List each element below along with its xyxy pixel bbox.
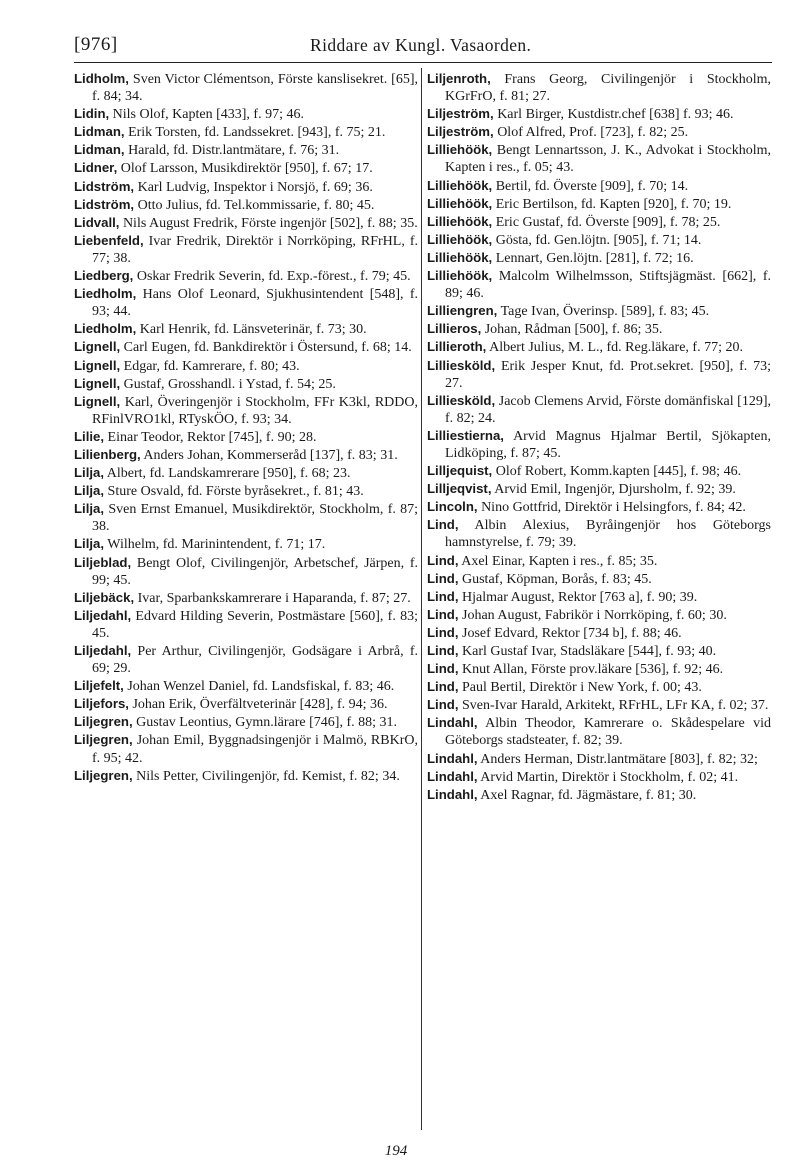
entry-surname: Lilljeqvist, xyxy=(427,481,492,497)
entry-surname: Lidvall, xyxy=(74,214,120,230)
register-entry xyxy=(74,695,418,713)
entry-surname: Lind, xyxy=(427,606,459,622)
entry-surname: Liedberg, xyxy=(74,268,134,284)
register-entry xyxy=(427,750,771,768)
entry-details: Nils Petter, Civilingenjör, fd. Kemist, f. 82; 34. xyxy=(136,768,400,784)
register-entry xyxy=(427,624,771,642)
entry-details: Anders Johan, Kommerseråd [137], f. 83; 31. xyxy=(143,447,398,463)
entry-details: Per Arthur, Civilingenjör, Godsägare i Arbrå, f. 69; 29. xyxy=(92,644,419,677)
register-entry xyxy=(74,338,418,356)
entry-surname: Lidin, xyxy=(74,106,110,122)
register-entry xyxy=(427,141,771,176)
entry-surname: Lind, xyxy=(427,570,459,586)
entry-details: Harald, fd. Distr.lantmätare, f. 76; 31. xyxy=(128,143,340,159)
entry-details: Ivar, Sparbankskamrerare i Haparanda, f. 87; 27. xyxy=(137,590,411,606)
register-entry xyxy=(427,427,771,462)
page-title: Riddare av Kungl. Vasaorden. xyxy=(310,35,532,55)
entry-surname: Lincoln, xyxy=(427,499,478,515)
entry-surname: Liljegren, xyxy=(74,732,133,748)
entry-details: Bertil, fd. Överste [909], f. 70; 14. xyxy=(495,178,689,194)
entry-details: Lennart, Gen.löjtn. [281], f. 72; 16. xyxy=(495,250,694,266)
entry-surname: Lind, xyxy=(427,679,459,695)
entry-details: Axel Ragnar, fd. Jägmästare, f. 81; 30. xyxy=(480,787,697,803)
column-divider xyxy=(421,68,422,1130)
register-entry xyxy=(74,731,418,766)
entry-details: Wilhelm, fd. Marinintendent, f. 71; 17. xyxy=(107,537,326,553)
entry-surname: Lilliehöök, xyxy=(427,249,493,265)
register-entry xyxy=(427,768,771,786)
entry-details: Gustaf, Grosshandl. i Ystad, f. 54; 25. xyxy=(123,376,336,392)
entry-details: Bengt Olof, Civilingenjör, Arbetschef, Järpen, f. 99; 45. xyxy=(92,555,419,588)
entry-details: Arvid Emil, Ingenjör, Djursholm, f. 92; 39. xyxy=(494,482,736,498)
entry-surname: Lind, xyxy=(427,643,459,658)
entry-details: Karl Ludvig, Inspektor i Norsjö, f. 69; 36. xyxy=(137,179,373,195)
entry-details: Karl Birger, Kustdistr.chef [638] f. 93; 46. xyxy=(497,107,734,123)
register-entry xyxy=(74,267,418,285)
entry-details: Karl, Överingenjör i Stockholm, FFr K3kl, RDDO, RFinlVRO1kl, RTyskÖO, f. 93; 34. xyxy=(92,394,419,427)
entry-surname: Lillieroth, xyxy=(427,339,487,355)
entry-details: Sven Victor Clémentson, Förste kanslisekret. [65], f. 84; 34. xyxy=(92,72,419,105)
register-entry xyxy=(74,535,418,553)
register-entry xyxy=(427,338,771,356)
register-entry xyxy=(427,660,771,678)
entry-surname: Lidner, xyxy=(74,160,118,176)
entry-details: Olof Robert, Komm.kapten [445], f. 98; 46. xyxy=(495,464,742,480)
register-entry xyxy=(427,606,771,624)
entry-surname: Lind, xyxy=(427,588,459,604)
register-entry xyxy=(427,231,771,249)
entry-surname: Liljedahl, xyxy=(74,643,132,658)
entry-details: Nino Gottfrid, Direktör i Helsingfors, f. 84; 42. xyxy=(481,500,746,516)
entry-details: Erik Jesper Knut, fd. Prot.sekret. [950], f. 73; 27. xyxy=(445,358,771,391)
entry-details: Arvid Magnus Hjalmar Bertil, Sjökapten, Lidköping, f. 87; 45. xyxy=(445,428,771,461)
entry-surname: Liljefors, xyxy=(74,696,129,712)
entry-surname: Liljefelt, xyxy=(74,678,124,694)
page-header xyxy=(74,34,774,60)
entry-surname: Lilja, xyxy=(74,483,105,499)
register-entry xyxy=(427,696,771,714)
register-entry xyxy=(427,516,771,551)
register-entry xyxy=(74,196,418,214)
register-entry xyxy=(427,462,771,480)
entry-surname: Lignell, xyxy=(74,393,121,409)
entry-details: Edvard Hilding Severin, Postmästare [560], f. 83; 45. xyxy=(92,608,418,641)
register-entry xyxy=(427,392,771,427)
entry-details: Otto Julius, fd. Tel.kommissarie, f. 80; 45. xyxy=(137,197,375,213)
register-entry xyxy=(74,482,418,500)
register-entry xyxy=(427,213,771,231)
right-column xyxy=(427,70,771,804)
register-entry xyxy=(74,642,418,677)
page-folio: 194 xyxy=(384,1143,408,1159)
entry-details: Bengt Lennartsson, J. K., Advokat i Stockholm, Kapten i res., f. 05; 43. xyxy=(445,143,772,176)
entry-details: Johan Wenzel Daniel, fd. Landsfiskal, f. 83; 46. xyxy=(127,679,395,695)
register-entry xyxy=(427,177,771,195)
entry-details: Sven-Ivar Harald, Arkitekt, RFrHL, LFr KA, f. 02; 37. xyxy=(462,698,769,714)
entry-details: Karl Henrik, fd. Länsveterinär, f. 73; 30. xyxy=(139,322,367,338)
entry-surname: Liebenfeld, xyxy=(74,232,144,248)
entry-surname: Lignell, xyxy=(74,357,121,373)
register-entry xyxy=(427,786,771,804)
entry-details: Sture Osvald, fd. Förste byråsekret., f. 81; 43. xyxy=(107,484,364,500)
register-entry xyxy=(74,178,418,196)
register-entry xyxy=(74,589,418,607)
register-entry xyxy=(427,302,771,320)
entry-surname: Liljenroth, xyxy=(427,71,491,86)
entry-surname: Lilliengren, xyxy=(427,303,498,319)
entry-details: Albert Julius, M. L., fd. Reg.läkare, f. 77; 20. xyxy=(489,340,743,356)
register-entry xyxy=(74,428,418,446)
register-entry xyxy=(427,642,771,660)
entry-surname: Lidström, xyxy=(74,196,135,212)
register-entry xyxy=(427,195,771,213)
entry-surname: Lind, xyxy=(427,624,459,640)
register-entry xyxy=(74,70,418,105)
entry-surname: Lilienberg, xyxy=(74,446,141,462)
register-entry xyxy=(427,552,771,570)
register-entry xyxy=(427,570,771,588)
entry-details: Jacob Clemens Arvid, Förste domänfiskal [129], f. 82; 24. xyxy=(445,393,771,426)
entry-surname: Lilliehöök, xyxy=(427,213,493,229)
entry-surname: Liljegren, xyxy=(74,767,133,783)
entry-surname: Liljebäck, xyxy=(74,589,135,605)
entry-details: Johan Emil, Byggnadsingenjör i Malmö, RBKrO, f. 95; 42. xyxy=(92,733,418,766)
entry-surname: Lind, xyxy=(427,697,459,713)
entry-details: Paul Bertil, Direktör i New York, f. 00; 43. xyxy=(462,680,702,696)
register-entry xyxy=(74,393,418,428)
entry-surname: Lilja, xyxy=(74,501,105,517)
register-entry xyxy=(74,464,418,482)
register-entry xyxy=(74,357,418,375)
entry-surname: Liljeström, xyxy=(427,124,494,140)
register-entry xyxy=(74,677,418,695)
entry-details: Anders Herman, Distr.lantmätare [803], f. 82; 32; xyxy=(480,751,758,767)
entry-details: Malcolm Wilhelmsson, Stiftsjägmäst. [662], f. 89; 46. xyxy=(445,269,772,302)
entry-surname: Lilliehöök, xyxy=(427,177,493,193)
entry-details: Johan August, Fabrikör i Norrköping, f. 60; 30. xyxy=(462,607,727,623)
register-entry xyxy=(74,159,418,177)
entry-surname: Lilja, xyxy=(74,536,105,552)
entry-details: Gösta, fd. Gen.löjtn. [905], f. 71; 14. xyxy=(495,232,702,248)
register-entry xyxy=(74,105,418,123)
register-entry xyxy=(427,320,771,338)
entry-details: Einar Teodor, Rektor [745], f. 90; 28. xyxy=(107,429,317,445)
entry-details: Tage Ivan, Överinsp. [589], f. 83; 45. xyxy=(500,304,710,320)
header-rule xyxy=(74,62,772,63)
register-entry xyxy=(427,498,771,516)
entry-details: Edgar, fd. Kamrerare, f. 80; 43. xyxy=(123,358,300,374)
register-entry xyxy=(74,767,418,785)
register-entry xyxy=(427,123,771,141)
entry-surname: Lidman, xyxy=(74,124,125,140)
page-number: [976] xyxy=(74,34,118,55)
entry-details: Karl Gustaf Ivar, Stadsläkare [544], f. 93; 40. xyxy=(462,644,717,659)
register-entry xyxy=(427,267,771,302)
entry-surname: Liljegren, xyxy=(74,714,133,730)
register-entry xyxy=(427,357,771,392)
entry-surname: Liljedahl, xyxy=(74,607,132,623)
entry-surname: Liljeblad, xyxy=(74,554,132,570)
entry-details: Gustav Leontius, Gymn.lärare [746], f. 88; 31. xyxy=(136,715,398,731)
entry-details: Albert, fd. Landskamrerare [950], f. 68; 23. xyxy=(106,466,351,482)
entry-surname: Lidman, xyxy=(74,142,125,158)
entry-details: Johan, Rådman [500], f. 86; 35. xyxy=(484,322,663,338)
entry-details: Ivar Fredrik, Direktör i Norrköping, RFrHL, f. 77; 38. xyxy=(92,233,418,266)
register-entry xyxy=(74,607,418,642)
entry-details: Oskar Fredrik Severin, fd. Exp.-förest., f. 79; 45. xyxy=(136,269,411,285)
entry-surname: Liljeström, xyxy=(427,106,494,122)
register-entry xyxy=(74,554,418,589)
register-entry xyxy=(74,500,418,535)
left-column xyxy=(74,70,418,785)
entry-surname: Lind, xyxy=(427,552,459,568)
entry-surname: Lindahl, xyxy=(427,715,478,731)
entry-surname: Lind, xyxy=(427,517,459,533)
entry-details: Axel Einar, Kapten i res., f. 85; 35. xyxy=(461,553,658,569)
entry-details: Knut Allan, Förste prov.läkare [536], f. 92; 46. xyxy=(462,662,724,678)
entry-surname: Lilljequist, xyxy=(427,463,493,479)
register-entry xyxy=(74,446,418,464)
register-entry xyxy=(74,375,418,393)
register-entry xyxy=(427,249,771,267)
entry-surname: Lignell, xyxy=(74,339,121,355)
entry-surname: Lillieros, xyxy=(427,321,482,337)
entry-details: Sven Ernst Emanuel, Musikdirektör, Stockholm, f. 87; 38. xyxy=(92,502,419,535)
entry-details: Hjalmar August, Rektor [763 a], f. 90; 39. xyxy=(462,589,698,605)
entry-details: Johan Erik, Överfältveterinär [428], f. 94; 36. xyxy=(132,697,388,713)
entry-details: Olof Alfred, Prof. [723], f. 82; 25. xyxy=(497,125,689,141)
entry-details: Nils August Fredrik, Förste ingenjör [502], f. 88; 35. xyxy=(122,215,418,231)
entry-details: Carl Eugen, fd. Bankdirektör i Östersund, f. 68; 14. xyxy=(123,340,412,356)
register-entry xyxy=(74,713,418,731)
register-entry xyxy=(74,214,418,232)
register-entry xyxy=(74,320,418,338)
entry-surname: Lilliehöök, xyxy=(427,268,493,284)
register-entry xyxy=(74,232,418,267)
entry-surname: Lindahl, xyxy=(427,786,478,802)
entry-surname: Lilliehöök, xyxy=(427,195,493,211)
register-entry xyxy=(74,285,418,320)
entry-details: Albin Alexius, Byråingenjör hos Göteborgs hamnstyrelse, f. 79; 39. xyxy=(445,518,771,551)
entry-surname: Liedholm, xyxy=(74,321,137,337)
register-entry xyxy=(427,480,771,498)
entry-details: Arvid Martin, Direktör i Stockholm, f. 02; 41. xyxy=(480,769,739,785)
entry-surname: Lindahl, xyxy=(427,750,478,766)
register-entry xyxy=(427,678,771,696)
entry-surname: Lind, xyxy=(427,661,459,677)
entry-surname: Lilliestierna, xyxy=(427,427,504,443)
entry-details: Frans Georg, Civilingenjör i Stockholm, KGrFrO, f. 81; 27. xyxy=(445,72,771,105)
entry-surname: Lilie, xyxy=(74,428,105,444)
entry-surname: Lidström, xyxy=(74,178,135,194)
register-entry xyxy=(427,70,771,105)
entry-surname: Liedholm, xyxy=(74,286,137,302)
entry-surname: Lidholm, xyxy=(74,71,129,86)
entry-surname: Lilliesköld, xyxy=(427,392,496,408)
register-entry xyxy=(427,714,771,749)
entry-surname: Lilliesköld, xyxy=(427,357,496,373)
register-entry xyxy=(74,123,418,141)
entry-surname: Lilliehöök, xyxy=(427,231,493,247)
register-entry xyxy=(427,588,771,606)
register-entry xyxy=(74,141,418,159)
register-entry xyxy=(427,105,771,123)
entry-details: Albin Theodor, Kamrerare o. Skådespelare vid Göteborgs stadsteater, f. 82; 39. xyxy=(445,716,772,749)
entry-details: Olof Larsson, Musikdirektör [950], f. 67; 17. xyxy=(120,161,373,177)
entry-surname: Lindahl, xyxy=(427,768,478,784)
entry-details: Gustaf, Köpman, Borås, f. 83; 45. xyxy=(462,571,652,587)
entry-surname: Lilliehöök, xyxy=(427,142,493,158)
entry-surname: Lignell, xyxy=(74,375,121,391)
entry-details: Josef Edvard, Rektor [734 b], f. 88; 46. xyxy=(462,625,682,641)
entry-details: Erik Torsten, fd. Landssekret. [943], f. 75; 21. xyxy=(128,125,386,141)
entry-details: Eric Bertilson, fd. Kapten [920], f. 70; 19. xyxy=(495,196,732,212)
entry-surname: Lilja, xyxy=(74,465,105,481)
entry-details: Nils Olof, Kapten [433], f. 97; 46. xyxy=(112,107,304,123)
entry-details: Hans Olof Leonard, Sjukhusintendent [548], f. 93; 44. xyxy=(92,287,418,320)
entry-details: Eric Gustaf, fd. Överste [909], f. 78; 25. xyxy=(495,214,721,230)
